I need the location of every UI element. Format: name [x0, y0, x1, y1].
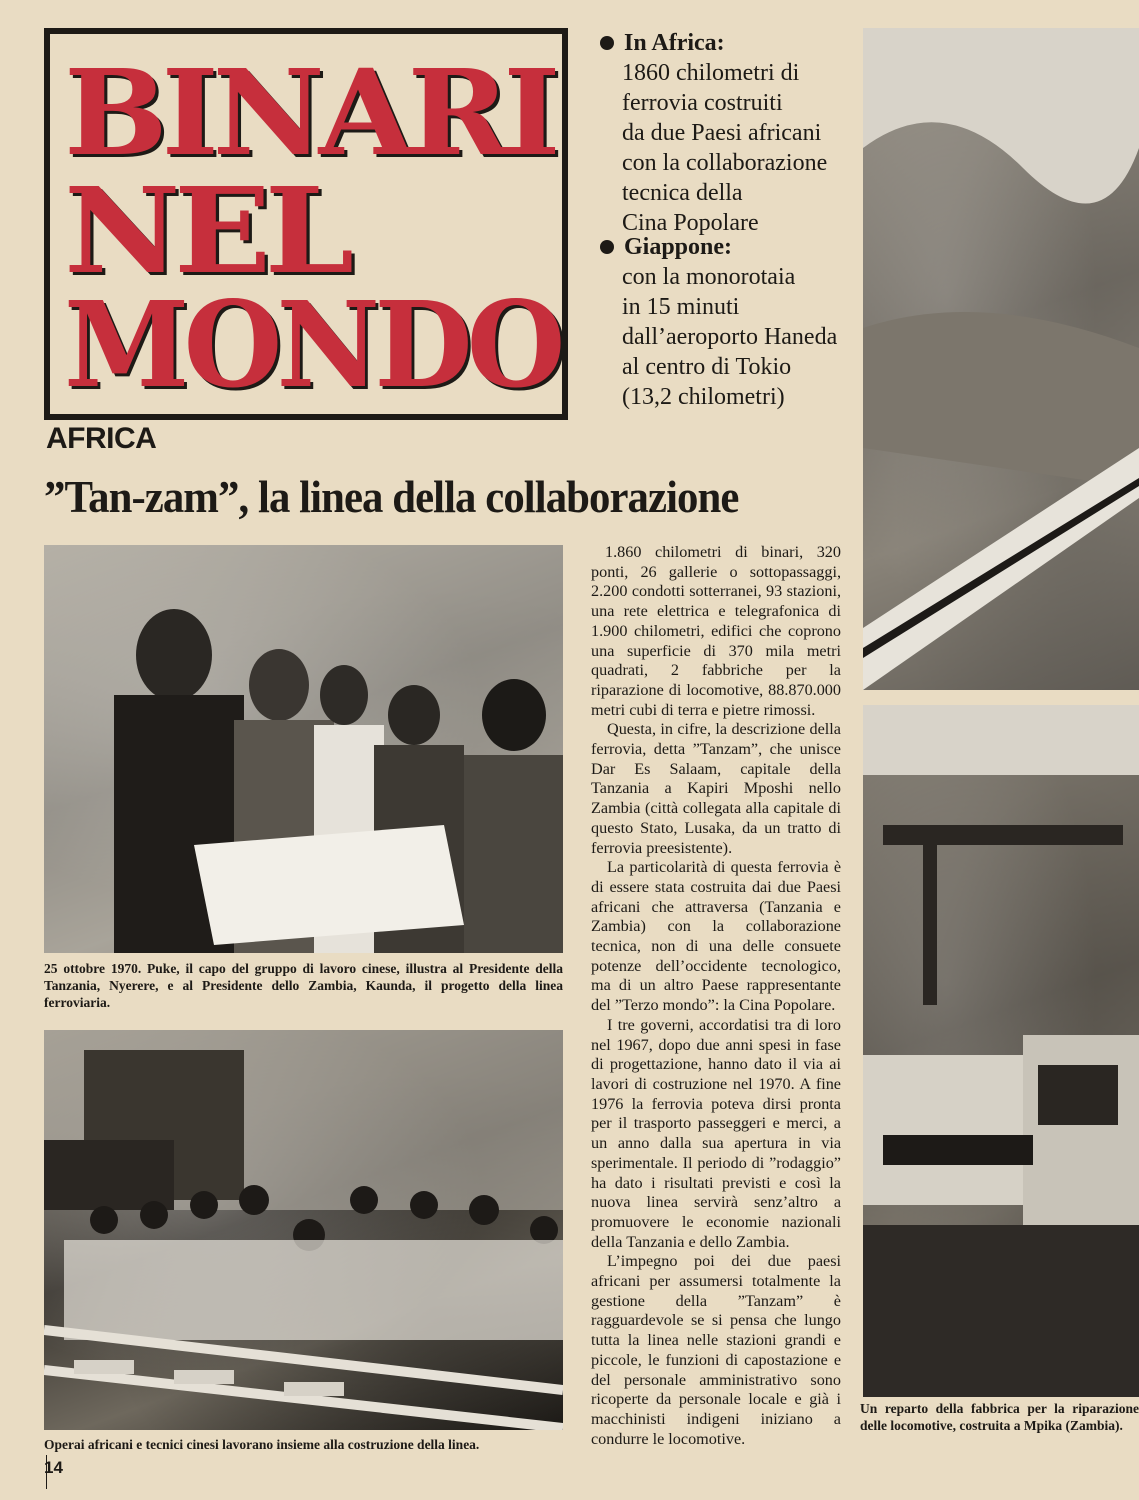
- highlight-africa-body: [622, 58, 848, 238]
- highlight-japan: [598, 232, 848, 412]
- photo-landscape-illustration: [863, 28, 1139, 690]
- caption-meeting: 25 ottobre 1970. Puke, il capo del gruppo di lavoro cinese, illustra al Presidente della Tanzania, Nyerere, e al Presidente dello Zambia, Kaunda, il progetto della linea ferroviaria.: [44, 961, 563, 1010]
- title-line-3: MONDO: [64, 275, 560, 414]
- caption-workers: Operai africani e tecnici cinesi lavorano insieme alla costruzione della linea.: [44, 1437, 480, 1452]
- bullet-dot-icon: [600, 240, 614, 254]
- photo-meeting: [44, 545, 563, 953]
- highlight-africa-head: [598, 28, 848, 58]
- article-paragraph: Questa, in cifre, la descrizione della ferrovia, detta ”Tanzam”, che unisce Dar Es Salaam, capitale della Tanzania a Kapiri Mposhi nello Zambia (città collegata alla capitale di questo Stato, Lusaka, da un tratto di ferrovia preesistente).: [591, 720, 841, 857]
- highlight-line: (13,2 chilometri): [622, 384, 785, 410]
- photo-landscape: [863, 28, 1139, 690]
- photo-meeting-illustration: [44, 545, 563, 953]
- section-label: AFRICA: [46, 422, 157, 455]
- article-body: [591, 543, 841, 1449]
- highlight-line: tecnica della: [622, 180, 743, 206]
- page-number: 14: [44, 1458, 63, 1477]
- photo-factory: [863, 705, 1139, 1397]
- highlight-line: da due Paesi africani: [622, 120, 822, 146]
- highlight-heading: Giappone:: [624, 234, 733, 260]
- title-line-2: NEL: [64, 161, 348, 300]
- highlight-line: Cina Popolare: [622, 210, 759, 236]
- highlight-line: con la monorotaia: [622, 264, 796, 290]
- highlight-line: al centro di Tokio: [622, 354, 792, 380]
- title-box: [44, 28, 568, 420]
- highlight-japan-head: [598, 232, 848, 262]
- bullet-dot-icon: [600, 36, 614, 50]
- photo-factory-illustration: [863, 705, 1139, 1397]
- photo-workers-illustration: [44, 1030, 563, 1430]
- highlight-line: in 15 minuti: [622, 294, 740, 320]
- article-paragraph: 1.860 chilometri di binari, 320 ponti, 26 gallerie o sottopassaggi, 2.200 condotti sotterranei, 93 stazioni, una rete elettrica e telegrafonica di 1.900 chilometri, edifici che coprono una superficie di 370 mila metri quadrati, 2 fabbriche per la riparazione di locomotive, 88.870.000 metri cubi di terra e pietre rimossi.: [591, 543, 841, 719]
- title-line-1: BINARI: [64, 43, 555, 182]
- article-paragraph: I tre governi, accordatisi tra di loro nel 1967, dopo due anni spesi in fase di progettazione, hanno dato il via ai lavori di costruzione nel 1970. A fine 1976 la ferrovia poteva dirsi pronta per il trasporto passeggeri e merci, a un anno dalla sua apertura in via sperimentale. Il periodo di ”rodaggio” ha dato i risultati previsti e così la nuova linea servirà senz’altro a promuovere le economie nazionali della Tanzania e dello Zambia.: [591, 1015, 841, 1251]
- photo-workers: [44, 1030, 563, 1430]
- highlight-line: 1860 chilometri di: [622, 60, 800, 86]
- headline: ”Tan-zam”, la linea della collaborazione: [44, 471, 739, 522]
- highlight-line: con la collaborazione: [622, 150, 828, 176]
- highlight-heading: In Africa:: [624, 30, 725, 56]
- caption-factory: Un reparto della fabbrica per la riparazione delle locomotive, costruita a Mpika (Zambia).: [860, 1401, 1139, 1433]
- highlight-africa: [598, 28, 848, 238]
- article-paragraph: La particolarità di questa ferrovia è di essere stata costruita dai due Paesi africani che attraversa (Tanzania e Zambia) con la collaborazione tecnica, non di una delle consuete potenze dell’occidente tecnologico, ma di un altro Paese rappresentante del ”Terzo mondo”: la Cina Popolare.: [591, 858, 841, 1015]
- highlight-line: dall’aeroporto Haneda: [622, 324, 838, 350]
- highlight-line: ferrovia costruiti: [622, 90, 783, 116]
- highlight-japan-body: [622, 262, 848, 412]
- article-paragraph: L’impegno poi dei due paesi africani per assumersi totalmente la gestione della ”Tanzam” è ragguardevole se si pensa che lungo tutta la linea nelle stazioni grandi e piccole, le funzioni di capostazione e del personale amministrativo sono ricoperte da personale locale e già i macchinisti indigeni iniziano a condurre le locomotive.: [591, 1252, 841, 1448]
